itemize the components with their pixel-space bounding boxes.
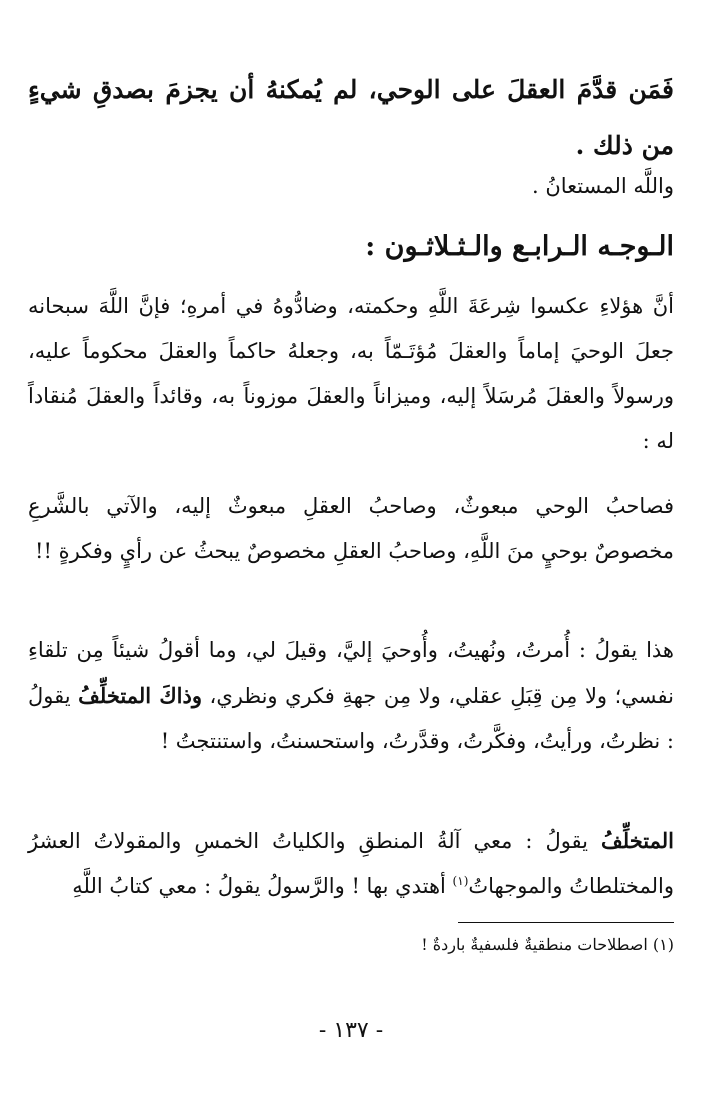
- book-page: [28, 0, 674, 1111]
- paragraph-4-text-2: أهتدي بها ! والرَّسولُ يقولُ : معي كتابُ اللَّهِ: [72, 874, 453, 898]
- footnote-reference-marker[interactable]: (١): [452, 874, 469, 888]
- paragraph-4-bold-term: المتخلِّفُ: [601, 828, 674, 853]
- paragraph-3-text-1: هذا يقولُ : أُمرتُ، ونُهيتُ، وأُوحيَ إليَّ، وقيلَ لي، وما أقولُ شيئاً مِن تلقاءِ نفسي؛ ولا مِن قِبَلِ عقلي، ولا مِن جهةِ فكري ونظري،: [28, 638, 675, 708]
- section-heading: الـوجـه الـرابـع والـثـلاثـون :: [365, 231, 674, 262]
- paragraph-3-text-2: يقولُ : نظرتُ، ورأيتُ، وفكَّرتُ، وقدَّرتُ، واستحسنتُ، واستنتجتُ !: [28, 684, 674, 753]
- closing-phrase: واللَّه المستعانُ .: [531, 174, 674, 198]
- paragraph-3: [28, 628, 674, 764]
- paragraph-4-text-1: يقولُ : معي آلةُ المنطقِ والكلياتُ الخمسِ والمقولاتُ العشرُ والمختلطاتُ والموجهاتُ: [28, 829, 674, 898]
- paragraph-4: [28, 818, 674, 909]
- paragraph-2: فصاحبُ الوحي مبعوثٌ، وصاحبُ العقلِ مبعوثٌ إليه، والآتي بالشَّرعِ مخصوصٌ بوحيٍ منَ اللَّهِ، وصاحبُ العقلِ مخصوصٌ يبحثُ عن رأيٍ وفكرةٍ !!: [28, 494, 674, 563]
- page-number: - ١٣٧ -: [318, 1018, 384, 1043]
- lead-sentence: فَمَن قدَّمَ العقلَ على الوحي، لم يُمكنهُ أن يجزمَ بصدقِ شيءٍ من ذلك .: [28, 75, 674, 160]
- footnote-divider: [458, 922, 674, 923]
- footnote: (١) اصطلاحات منطقيةٌ فلسفيةٌ باردةٌ !: [421, 935, 674, 954]
- paragraph-1: أنَّ هؤلاءِ عكسوا شِرعَةَ اللَّهِ وحكمته، وضادُّوهُ في أمرهِ؛ فإنَّ اللَّهَ سبحانه جعلَ الوحيَ إماماً والعقلَ مُؤتَـمّاً به، وجعلهُ حاكماً والعقلَ محكوماً عليه، ورسولاً والعقلَ مُرسَلاً إليه، وميزاناً والعقلَ موزوناً به، وقائداً والعقلَ مُنقاداً له :: [28, 294, 674, 453]
- paragraph-3-bold-term: وذاكَ المتخلِّفُ: [78, 683, 202, 708]
